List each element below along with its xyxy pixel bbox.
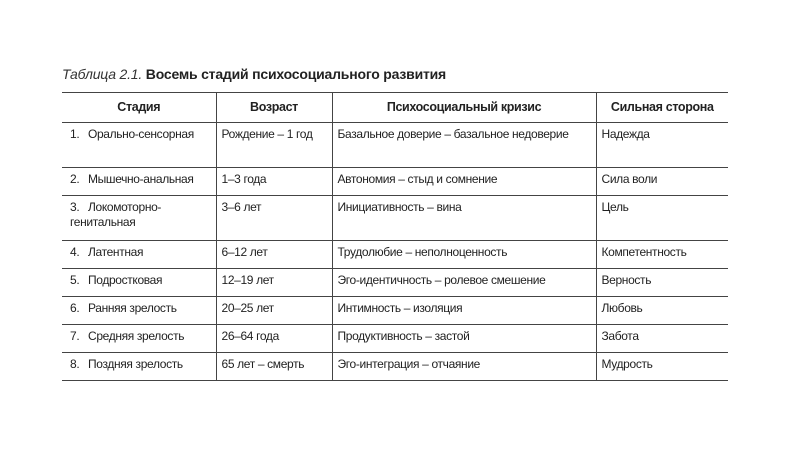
cell-crisis: Эго-интеграция – отчаяние [332, 353, 596, 381]
stage-name: Ранняя зрелость [88, 301, 177, 315]
stage-number: 3. [70, 200, 80, 214]
header-age: Возраст [216, 93, 332, 123]
cell-stage [62, 168, 216, 196]
cell-crisis: Эго-идентичность – ролевое смешение [332, 269, 596, 297]
cell-stage [62, 297, 216, 325]
cell-age: Рождение – 1 год [216, 123, 332, 168]
cell-strength: Компетентность [596, 241, 728, 269]
table-row [62, 325, 728, 353]
cell-age: 6–12 лет [216, 241, 332, 269]
cell-crisis: Инициативность – вина [332, 196, 596, 241]
cell-age: 20–25 лет [216, 297, 332, 325]
stages-table [62, 92, 728, 381]
header-strength: Сильная сторона [596, 93, 728, 123]
cell-strength: Забота [596, 325, 728, 353]
stage-number: 4. [70, 245, 80, 259]
cell-age: 3–6 лет [216, 196, 332, 241]
header-crisis: Психосоциальный кризис [332, 93, 596, 123]
stage-number: 1. [70, 127, 80, 141]
cell-strength: Верность [596, 269, 728, 297]
stage-name: Локомоторно-генитальная [70, 200, 162, 229]
table-row [62, 196, 728, 241]
cell-strength: Цель [596, 196, 728, 241]
table-row [62, 123, 728, 168]
stage-name: Орально-сенсорная [88, 127, 194, 141]
caption-label: Таблица 2.1. [62, 66, 143, 82]
stage-name: Мышечно-анальная [88, 172, 194, 186]
cell-crisis: Продуктивность – застой [332, 325, 596, 353]
table-row [62, 353, 728, 381]
cell-stage [62, 353, 216, 381]
stage-number: 7. [70, 329, 80, 343]
stage-number: 6. [70, 301, 80, 315]
stage-number: 5. [70, 273, 80, 287]
header-stage: Стадия [62, 93, 216, 123]
cell-stage [62, 123, 216, 168]
table-row [62, 168, 728, 196]
stage-number: 2. [70, 172, 80, 186]
cell-stage [62, 325, 216, 353]
cell-age: 1–3 года [216, 168, 332, 196]
table-caption [62, 66, 446, 82]
cell-strength: Любовь [596, 297, 728, 325]
stage-name: Средняя зрелость [88, 329, 185, 343]
stage-number: 8. [70, 357, 80, 371]
cell-age: 65 лет – смерть [216, 353, 332, 381]
cell-crisis: Интимность – изоляция [332, 297, 596, 325]
header-row [62, 93, 728, 123]
cell-strength: Сила воли [596, 168, 728, 196]
table-row [62, 241, 728, 269]
cell-stage [62, 241, 216, 269]
table-row [62, 297, 728, 325]
stage-name: Поздняя зрелость [88, 357, 183, 371]
cell-stage [62, 269, 216, 297]
cell-stage [62, 196, 216, 241]
cell-age: 12–19 лет [216, 269, 332, 297]
cell-crisis: Трудолюбие – неполноценность [332, 241, 596, 269]
cell-strength: Мудрость [596, 353, 728, 381]
cell-strength: Надежда [596, 123, 728, 168]
cell-age: 26–64 года [216, 325, 332, 353]
cell-crisis: Автономия – стыд и сомнение [332, 168, 596, 196]
cell-crisis: Базальное доверие – базальное недоверие [332, 123, 596, 168]
table-row [62, 269, 728, 297]
stage-name: Подростковая [88, 273, 163, 287]
stage-name: Латентная [88, 245, 144, 259]
caption-title: Восемь стадий психосоциального развития [145, 66, 447, 82]
